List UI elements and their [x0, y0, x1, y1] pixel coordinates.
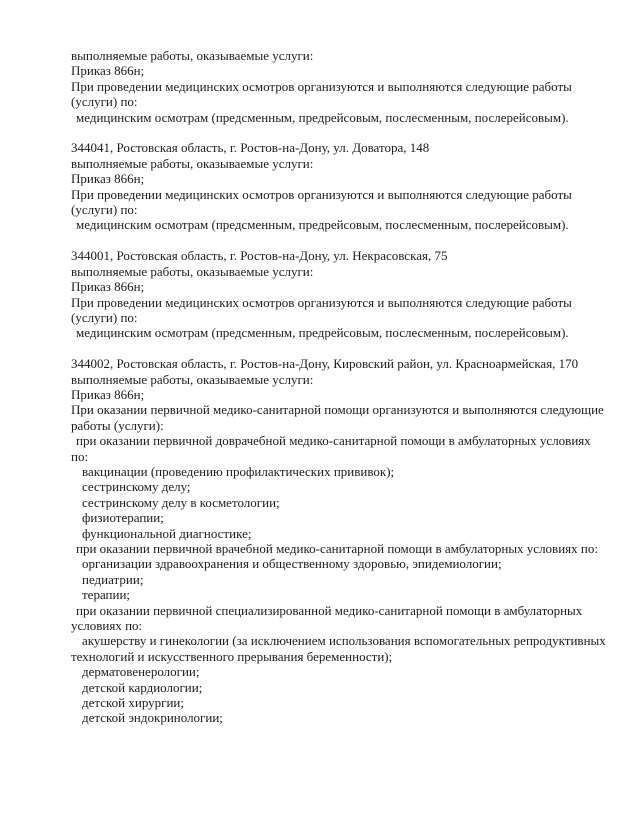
document-line: (услуги) по:: [71, 94, 138, 110]
document-line: вакцинации (проведению профилактических прививок);: [82, 463, 395, 479]
document-line: терапии;: [82, 587, 131, 603]
document-line: медицинским осмотрам (предсменным, предрейсовым, послесменным, послерейсовым).: [76, 325, 569, 341]
document-line: При проведении медицинских осмотров организуются и выполняются следующие работы: [71, 294, 572, 310]
document-line: При проведении медицинских осмотров организуются и выполняются следующие работы: [71, 186, 572, 202]
document-line: функциональной диагностике;: [82, 525, 252, 541]
document-line: выполняемые работы, оказываемые услуги:: [71, 263, 314, 279]
document-text: [71, 48, 620, 726]
document-line: при оказании первичной специализированной медико-санитарной помощи в амбулаторных: [76, 602, 583, 618]
document-line: детской кардиологии;: [82, 679, 203, 695]
document-line: выполняемые работы, оказываемые услуги:: [71, 48, 314, 63]
document-line: Приказ 866н;: [71, 386, 145, 402]
document-line: Приказ 866н;: [71, 279, 145, 295]
document-line: детской эндокринологии;: [82, 710, 223, 726]
document-line: технологий и искусственного прерывания беременности);: [71, 648, 393, 664]
document-line: организации здравоохранения и общественному здоровью, эпидемиологии;: [82, 556, 502, 572]
blank-line: [71, 233, 620, 248]
document-line: 344001, Ростовская область, г. Ростов-на-Дону, ул. Некрасовская, 75: [71, 248, 448, 264]
document-line: сестринскому делу;: [82, 479, 191, 495]
document-line: при оказании первичной доврачебной медико-санитарной помощи в амбулаторных условиях: [76, 433, 591, 449]
document-line: При оказании первичной медико-санитарной помощи организуются и выполняются следующие: [71, 402, 604, 418]
document-line: При проведении медицинских осмотров организуются и выполняются следующие работы: [71, 78, 572, 94]
document-line: условиях по:: [71, 618, 143, 634]
document-line: детской хирургии;: [82, 695, 185, 711]
document-line: физиотерапии;: [82, 510, 164, 526]
document-line: выполняемые работы, оказываемые услуги:: [71, 371, 314, 387]
document-line: (услуги) по:: [71, 202, 138, 218]
document-line: акушерству и гинекологии (за исключением использования вспомогательных репродуктивных: [82, 633, 606, 649]
document-line: Приказ 866н;: [71, 63, 145, 79]
document-line: Приказ 866н;: [71, 171, 145, 187]
document-line: выполняемые работы, оказываемые услуги:: [71, 155, 314, 171]
document-line: работы (услуги):: [71, 417, 164, 433]
document-line: (услуги) по:: [71, 309, 138, 325]
document-line: сестринскому делу в косметологии;: [82, 494, 280, 510]
document-line: 344002, Ростовская область, г. Ростов-на-Дону, Кировский район, ул. Красноармейская, 170: [71, 356, 579, 372]
blank-line: [71, 341, 620, 356]
document-line: по:: [71, 448, 89, 464]
document-line: 344041, Ростовская область, г. Ростов-на-Дону, ул. Доватора, 148: [71, 140, 430, 156]
blank-line: [71, 125, 620, 140]
document-line: при оказании первичной врачебной медико-санитарной помощи в амбулаторных условиях по:: [76, 541, 598, 556]
document-line: медицинским осмотрам (предсменным, предрейсовым, послесменным, послерейсовым).: [76, 109, 569, 125]
document-line: педиатрии;: [82, 571, 144, 587]
document-line: дерматовенерологии;: [82, 664, 200, 680]
document-line: медицинским осмотрам (предсменным, предрейсовым, послесменным, послерейсовым).: [76, 217, 569, 233]
